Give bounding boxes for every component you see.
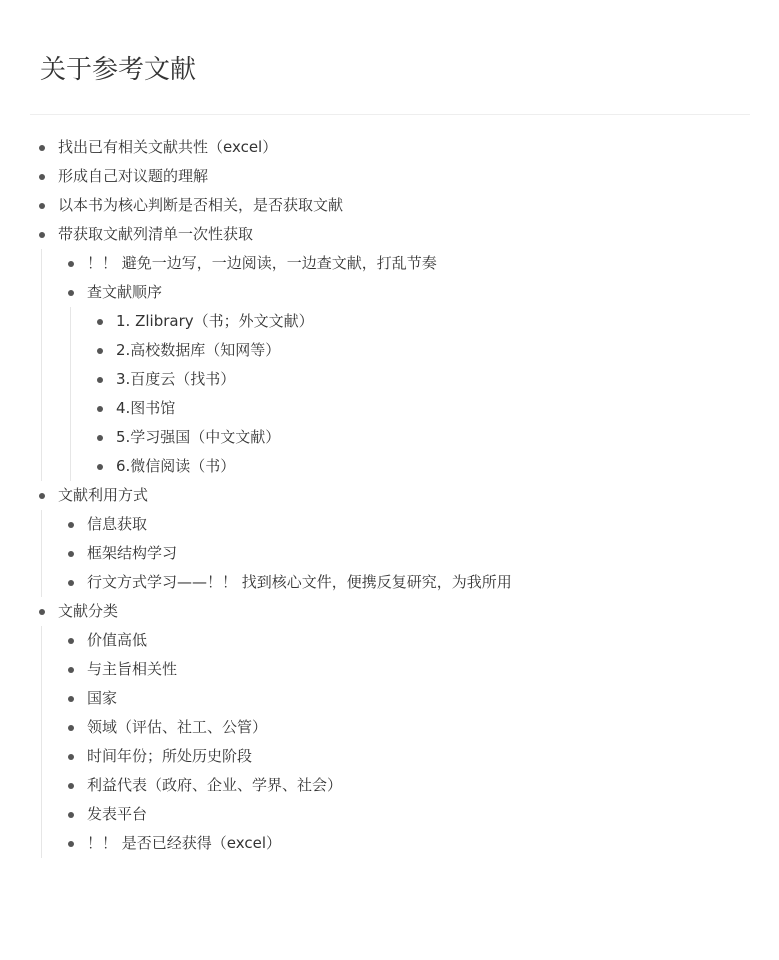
list-item-row[interactable] <box>42 742 750 771</box>
bullet-icon <box>39 232 45 238</box>
list-item <box>42 829 750 858</box>
bullet-icon <box>97 464 103 470</box>
list-item <box>42 655 750 684</box>
list-item-row[interactable] <box>42 539 750 568</box>
bullet-icon <box>39 609 45 615</box>
bullet-icon <box>68 551 74 557</box>
bullet-icon <box>68 696 74 702</box>
list-item <box>42 278 750 481</box>
list-item-text: 4.图书馆 <box>116 399 176 417</box>
list-item-row[interactable] <box>71 423 750 452</box>
list-item-text: 领域（评估、社工、公管） <box>87 718 268 736</box>
list-item-text: 行文方式学习——！！ 找到核心文件，便携反复研究，为我所用 <box>87 573 512 591</box>
list-item-text: 文献分类 <box>58 602 119 620</box>
list-item-row[interactable] <box>42 829 750 858</box>
list-item-row[interactable] <box>30 481 750 510</box>
list-item-text: 1. Zlibrary（书；外文文献） <box>116 312 314 330</box>
bullet-icon <box>39 203 45 209</box>
list-item <box>42 568 750 597</box>
list-item-text: 时间年份；所处历史阶段 <box>87 747 253 765</box>
list-item-row[interactable] <box>42 713 750 742</box>
list-item-text: 以本书为核心判断是否相关，是否获取文献 <box>58 196 344 214</box>
list-item-text: 利益代表（政府、企业、学界、社会） <box>87 776 343 794</box>
bullet-icon <box>97 348 103 354</box>
list-item <box>42 539 750 568</box>
list-item <box>30 133 750 162</box>
nested-list <box>70 307 750 481</box>
list-item <box>30 597 750 858</box>
list-item-text: 形成自己对议题的理解 <box>58 167 209 185</box>
list-item-row[interactable] <box>42 684 750 713</box>
list-item <box>42 713 750 742</box>
list-item-text: 国家 <box>87 689 118 707</box>
list-item-row[interactable] <box>71 394 750 423</box>
list-item-row[interactable] <box>30 220 750 249</box>
list-item-text: 找出已有相关文献共性（excel） <box>58 138 278 156</box>
list-item <box>42 249 750 278</box>
list-item-text: ！！ 避免一边写，一边阅读，一边查文献，打乱节奏 <box>87 254 437 272</box>
bullet-icon <box>97 319 103 325</box>
bullet-icon <box>68 754 74 760</box>
title-divider <box>30 114 750 115</box>
list-item-text: 3.百度云（找书） <box>116 370 236 388</box>
nested-list <box>41 510 750 597</box>
bullet-icon <box>68 580 74 586</box>
list-item-text: 发表平台 <box>87 805 148 823</box>
list-item-text: ！！ 是否已经获得（excel） <box>87 834 281 852</box>
list-item-row[interactable] <box>30 133 750 162</box>
bullet-icon <box>68 638 74 644</box>
list-item-row[interactable] <box>71 365 750 394</box>
list-item-text: 文献利用方式 <box>58 486 149 504</box>
list-item <box>42 684 750 713</box>
list-item-text: 6.微信阅读（书） <box>116 457 236 475</box>
nested-list <box>41 249 750 481</box>
bullet-icon <box>97 377 103 383</box>
bullet-icon <box>39 145 45 151</box>
nested-list <box>41 626 750 858</box>
list-item-text: 框架结构学习 <box>87 544 178 562</box>
list-item-text: 带获取文献列清单一次性获取 <box>58 225 254 243</box>
list-item-row[interactable] <box>42 626 750 655</box>
list-item <box>42 510 750 539</box>
bullet-icon <box>68 841 74 847</box>
list-item-row[interactable] <box>42 800 750 829</box>
list-item-text: 2.高校数据库（知网等） <box>116 341 281 359</box>
list-item <box>30 220 750 481</box>
outline-list <box>30 133 750 858</box>
list-item <box>30 191 750 220</box>
bullet-icon <box>68 812 74 818</box>
list-item <box>42 742 750 771</box>
bullet-icon <box>68 725 74 731</box>
bullet-icon <box>39 174 45 180</box>
list-item-row[interactable] <box>42 568 750 597</box>
list-item-row[interactable] <box>30 162 750 191</box>
list-item-row[interactable] <box>71 452 750 481</box>
list-item <box>71 336 750 365</box>
list-item <box>71 365 750 394</box>
list-item <box>42 626 750 655</box>
list-item-row[interactable] <box>71 307 750 336</box>
list-item <box>71 394 750 423</box>
list-item-text: 5.学习强国（中文文献） <box>116 428 281 446</box>
list-item-row[interactable] <box>42 278 750 307</box>
bullet-icon <box>68 290 74 296</box>
list-item-row[interactable] <box>42 249 750 278</box>
bullet-icon <box>68 667 74 673</box>
list-item <box>71 452 750 481</box>
list-item <box>30 162 750 191</box>
bullet-icon <box>97 406 103 412</box>
list-item-row[interactable] <box>71 336 750 365</box>
bullet-icon <box>39 493 45 499</box>
bullet-icon <box>68 783 74 789</box>
list-item-text: 价值高低 <box>87 631 148 649</box>
list-item <box>71 423 750 452</box>
list-item <box>30 481 750 597</box>
list-item-text: 查文献顺序 <box>87 283 163 301</box>
list-item-row[interactable] <box>42 771 750 800</box>
list-item <box>42 771 750 800</box>
list-item-row[interactable] <box>30 191 750 220</box>
list-item-text: 信息获取 <box>87 515 148 533</box>
list-item-row[interactable] <box>30 597 750 626</box>
list-item <box>42 800 750 829</box>
page-title: 关于参考文献 <box>40 55 197 85</box>
bullet-icon <box>68 261 74 267</box>
list-item-text: 与主旨相关性 <box>87 660 178 678</box>
list-item-row[interactable] <box>42 655 750 684</box>
bullet-icon <box>97 435 103 441</box>
list-item <box>71 307 750 336</box>
bullet-icon <box>68 522 74 528</box>
list-item-row[interactable] <box>42 510 750 539</box>
